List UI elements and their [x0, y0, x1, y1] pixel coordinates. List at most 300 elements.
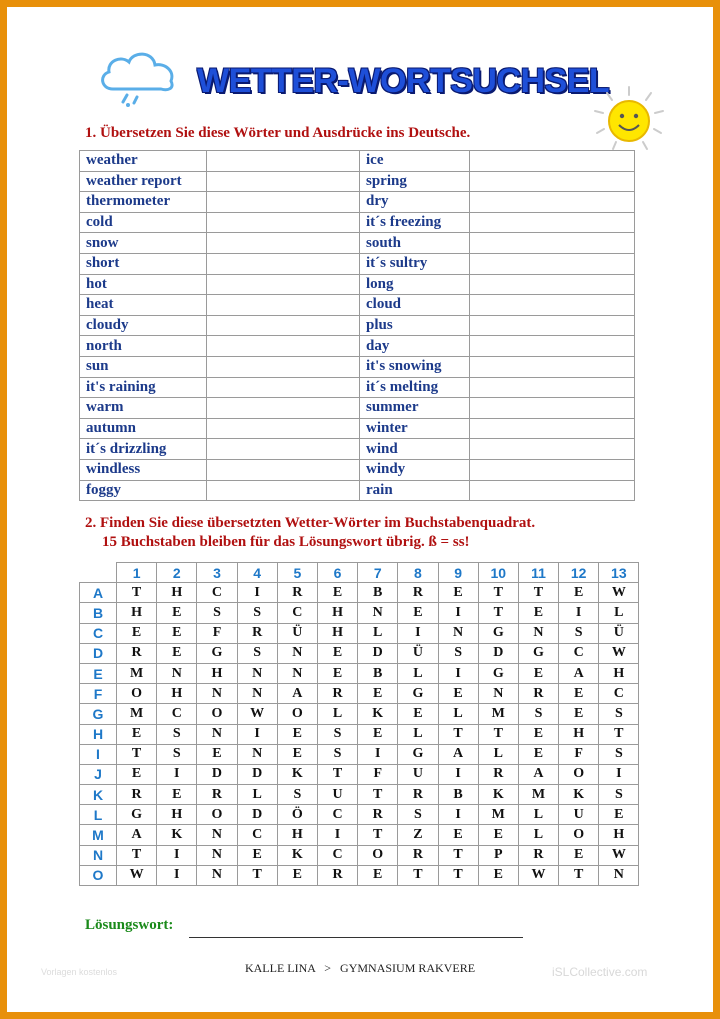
grid-letter[interactable]: S [157, 724, 197, 744]
grid-letter[interactable]: S [317, 724, 357, 744]
grid-letter[interactable]: F [559, 744, 599, 764]
grid-letter[interactable]: E [358, 684, 398, 704]
grid-letter[interactable]: T [478, 603, 518, 623]
grid-letter[interactable]: E [157, 603, 197, 623]
grid-letter[interactable]: E [398, 704, 438, 724]
grid-letter[interactable]: U [398, 764, 438, 784]
grid-letter[interactable]: G [398, 684, 438, 704]
grid-letter[interactable]: H [157, 805, 197, 825]
grid-letter[interactable]: L [398, 663, 438, 683]
grid-letter[interactable]: K [559, 785, 599, 805]
english-word: cloudy [80, 315, 207, 336]
grid-letter[interactable]: L [478, 744, 518, 764]
column-number: 5 [277, 563, 317, 583]
grid-letter[interactable]: R [518, 684, 558, 704]
grid-letter[interactable]: N [197, 845, 237, 865]
grid-letter[interactable]: T [237, 865, 277, 885]
english-word: north [80, 336, 207, 357]
grid-letter[interactable]: I [438, 764, 478, 784]
row-letter: M [80, 825, 117, 845]
grid-corner [80, 563, 117, 583]
vocab-row [80, 315, 635, 336]
grid-letter[interactable]: E [559, 845, 599, 865]
column-number: 4 [237, 563, 277, 583]
english-word: dry [360, 192, 470, 213]
grid-letter[interactable]: U [317, 785, 357, 805]
grid-letter[interactable]: H [599, 825, 639, 845]
translation-blank[interactable] [207, 151, 360, 172]
english-word: it´s sultry [360, 253, 470, 274]
grid-letter[interactable]: N [157, 663, 197, 683]
solution-word-label: Lösungswort: [85, 917, 174, 933]
grid-letter[interactable]: L [518, 825, 558, 845]
grid-letter[interactable]: S [237, 643, 277, 663]
grid-letter[interactable]: B [438, 785, 478, 805]
column-number: 7 [358, 563, 398, 583]
grid-letter[interactable]: N [197, 684, 237, 704]
grid-row [80, 603, 639, 623]
translation-blank[interactable] [470, 212, 635, 233]
grid-letter[interactable]: N [197, 825, 237, 845]
grid-letter[interactable]: S [237, 603, 277, 623]
grid-letter[interactable]: E [157, 623, 197, 643]
grid-letter[interactable]: O [559, 764, 599, 784]
grid-letter[interactable]: S [599, 704, 639, 724]
grid-letter[interactable]: T [438, 724, 478, 744]
english-word: plus [360, 315, 470, 336]
grid-letter[interactable]: S [438, 643, 478, 663]
translation-blank[interactable] [207, 274, 360, 295]
grid-letter[interactable]: T [117, 583, 157, 603]
translation-blank[interactable] [470, 315, 635, 336]
grid-letter[interactable]: K [277, 764, 317, 784]
grid-letter[interactable]: R [317, 865, 357, 885]
grid-letter[interactable]: G [478, 623, 518, 643]
grid-letter[interactable]: E [358, 724, 398, 744]
grid-letter[interactable]: I [157, 764, 197, 784]
english-word: winter [360, 418, 470, 439]
task-1-instruction: 1. Übersetzen Sie diese Wörter und Ausdrücke ins Deutsche. [85, 125, 471, 141]
grid-letter[interactable]: I [358, 744, 398, 764]
translation-blank[interactable] [470, 418, 635, 439]
grid-letter[interactable]: N [237, 744, 277, 764]
translation-blank[interactable] [470, 274, 635, 295]
grid-letter[interactable]: Ü [277, 623, 317, 643]
english-word: it´s freezing [360, 212, 470, 233]
grid-letter[interactable]: T [438, 845, 478, 865]
grid-letter[interactable]: E [358, 865, 398, 885]
vocab-row [80, 356, 635, 377]
translation-blank[interactable] [207, 356, 360, 377]
english-word: thermometer [80, 192, 207, 213]
grid-letter[interactable]: E [398, 603, 438, 623]
row-letter: D [80, 643, 117, 663]
grid-letter[interactable]: R [117, 643, 157, 663]
english-word: weather report [80, 171, 207, 192]
translation-blank[interactable] [470, 336, 635, 357]
grid-letter[interactable]: N [237, 684, 277, 704]
grid-letter[interactable]: S [317, 744, 357, 764]
grid-letter[interactable]: L [358, 623, 398, 643]
grid-letter[interactable]: F [358, 764, 398, 784]
grid-letter[interactable]: S [559, 623, 599, 643]
grid-letter[interactable]: E [317, 583, 357, 603]
grid-letter[interactable]: G [478, 663, 518, 683]
grid-letter[interactable]: B [358, 583, 398, 603]
grid-letter[interactable]: H [117, 603, 157, 623]
grid-letter[interactable]: D [197, 764, 237, 784]
grid-letter[interactable]: H [277, 825, 317, 845]
grid-letter[interactable]: T [599, 724, 639, 744]
vocab-row [80, 439, 635, 460]
grid-letter[interactable]: E [438, 825, 478, 845]
grid-letter[interactable]: R [398, 845, 438, 865]
english-word: hot [80, 274, 207, 295]
translation-blank[interactable] [207, 377, 360, 398]
grid-letter[interactable]: E [559, 684, 599, 704]
grid-letter[interactable]: I [438, 603, 478, 623]
translation-blank[interactable] [470, 439, 635, 460]
grid-letter[interactable]: R [398, 785, 438, 805]
column-number: 8 [398, 563, 438, 583]
translation-blank[interactable] [470, 459, 635, 480]
grid-letter[interactable]: N [518, 623, 558, 643]
english-word: short [80, 253, 207, 274]
grid-letter[interactable]: Ü [599, 623, 639, 643]
task-2-line-2: 15 Buchstaben bleiben für das Lösungswort übrig. ß = ss! [102, 534, 470, 550]
grid-letter[interactable]: E [518, 663, 558, 683]
english-word: warm [80, 398, 207, 419]
grid-letter[interactable]: L [398, 724, 438, 744]
task-2-line-1: 2. Finden Sie diese übersetzten Wetter-Wörter im Buchstabenquadrat. [85, 515, 536, 531]
grid-letter[interactable]: I [438, 805, 478, 825]
translation-blank[interactable] [207, 295, 360, 316]
grid-letter[interactable]: M [518, 785, 558, 805]
grid-letter[interactable]: L [438, 704, 478, 724]
grid-letter[interactable]: A [518, 764, 558, 784]
grid-letter[interactable]: R [358, 805, 398, 825]
grid-letter[interactable]: T [358, 785, 398, 805]
grid-letter[interactable]: K [157, 825, 197, 845]
grid-letter[interactable]: U [559, 805, 599, 825]
grid-letter[interactable]: R [518, 845, 558, 865]
grid-letter[interactable]: R [398, 583, 438, 603]
column-number: 13 [599, 563, 639, 583]
grid-letter[interactable]: E [277, 865, 317, 885]
english-word: wind [360, 439, 470, 460]
grid-letter[interactable]: Ü [398, 643, 438, 663]
grid-letter[interactable]: C [237, 825, 277, 845]
translation-blank[interactable] [470, 233, 635, 254]
grid-row [80, 643, 639, 663]
grid-letter[interactable]: E [117, 724, 157, 744]
grid-letter[interactable]: N [277, 663, 317, 683]
grid-letter[interactable]: G [197, 643, 237, 663]
grid-row [80, 865, 639, 885]
grid-letter[interactable]: I [398, 623, 438, 643]
translation-blank[interactable] [470, 377, 635, 398]
grid-letter[interactable]: I [317, 825, 357, 845]
grid-letter[interactable]: E [438, 684, 478, 704]
grid-letter[interactable]: E [559, 704, 599, 724]
grid-letter[interactable]: E [117, 764, 157, 784]
translation-blank[interactable] [207, 192, 360, 213]
grid-letter[interactable]: W [117, 865, 157, 885]
grid-row [80, 724, 639, 744]
grid-letter[interactable]: I [559, 603, 599, 623]
grid-letter[interactable]: R [197, 785, 237, 805]
grid-letter[interactable]: O [197, 704, 237, 724]
grid-letter[interactable]: H [559, 724, 599, 744]
grid-letter[interactable]: T [117, 744, 157, 764]
english-word: cloud [360, 295, 470, 316]
grid-letter[interactable]: N [237, 663, 277, 683]
grid-letter[interactable]: R [277, 583, 317, 603]
grid-letter[interactable]: W [599, 643, 639, 663]
grid-letter[interactable]: S [599, 744, 639, 764]
grid-letter[interactable]: I [157, 845, 197, 865]
translation-blank[interactable] [207, 336, 360, 357]
solution-word-line[interactable] [189, 937, 523, 938]
grid-letter[interactable]: G [117, 805, 157, 825]
grid-letter[interactable]: M [478, 805, 518, 825]
grid-letter[interactable]: E [478, 865, 518, 885]
grid-letter[interactable]: K [478, 785, 518, 805]
grid-letter[interactable]: E [157, 643, 197, 663]
grid-letter[interactable]: Z [398, 825, 438, 845]
grid-row [80, 785, 639, 805]
grid-letter[interactable]: R [478, 764, 518, 784]
translation-blank[interactable] [207, 418, 360, 439]
grid-letter[interactable]: F [197, 623, 237, 643]
footer-author: KALLE LINA > GYMNASIUM RAKVERE [244, 961, 476, 975]
grid-letter[interactable]: L [317, 704, 357, 724]
grid-letter[interactable]: W [518, 865, 558, 885]
row-letter: F [80, 684, 117, 704]
grid-row [80, 825, 639, 845]
grid-letter[interactable]: M [478, 704, 518, 724]
grid-letter[interactable]: M [117, 663, 157, 683]
grid-letter[interactable]: E [518, 724, 558, 744]
grid-letter[interactable]: A [277, 684, 317, 704]
grid-letter[interactable]: N [197, 865, 237, 885]
row-letter: E [80, 663, 117, 683]
grid-letter[interactable]: G [518, 643, 558, 663]
grid-letter[interactable]: O [559, 825, 599, 845]
english-word: windy [360, 459, 470, 480]
grid-letter[interactable]: O [117, 684, 157, 704]
row-letter: N [80, 845, 117, 865]
translation-blank[interactable] [470, 253, 635, 274]
grid-letter[interactable]: A [117, 825, 157, 845]
grid-letter[interactable]: N [478, 684, 518, 704]
translation-blank[interactable] [207, 315, 360, 336]
grid-letter[interactable]: E [317, 663, 357, 683]
grid-letter[interactable]: D [237, 764, 277, 784]
grid-letter[interactable]: H [157, 583, 197, 603]
grid-letter[interactable]: N [438, 623, 478, 643]
translation-blank[interactable] [207, 439, 360, 460]
grid-letter[interactable]: H [599, 663, 639, 683]
grid-row [80, 845, 639, 865]
english-word: long [360, 274, 470, 295]
english-word: snow [80, 233, 207, 254]
grid-letter[interactable]: I [237, 724, 277, 744]
translation-blank[interactable] [207, 253, 360, 274]
grid-letter[interactable]: T [317, 764, 357, 784]
task-2-instruction [85, 514, 535, 552]
worksheet-title: WETTER-WORTSUCHSEL [197, 62, 610, 100]
grid-letter[interactable]: T [438, 865, 478, 885]
grid-letter[interactable]: W [599, 845, 639, 865]
grid-letter[interactable]: L [599, 603, 639, 623]
grid-letter[interactable]: C [277, 603, 317, 623]
grid-row [80, 764, 639, 784]
grid-letter[interactable]: L [237, 785, 277, 805]
grid-letter[interactable]: O [358, 845, 398, 865]
grid-letter[interactable]: R [317, 684, 357, 704]
grid-letter[interactable]: I [157, 865, 197, 885]
grid-letter[interactable]: Ö [277, 805, 317, 825]
grid-letter[interactable]: E [518, 744, 558, 764]
grid-letter[interactable]: R [237, 623, 277, 643]
grid-header-row [80, 563, 639, 583]
column-number: 3 [197, 563, 237, 583]
grid-letter[interactable]: S [518, 704, 558, 724]
grid-letter[interactable]: E [277, 724, 317, 744]
grid-letter[interactable]: E [317, 643, 357, 663]
grid-letter[interactable]: R [117, 785, 157, 805]
worksheet-page [7, 7, 713, 1012]
grid-letter[interactable]: W [237, 704, 277, 724]
grid-letter[interactable]: E [478, 825, 518, 845]
grid-letter[interactable]: H [317, 603, 357, 623]
grid-letter[interactable]: C [157, 704, 197, 724]
grid-letter[interactable]: T [478, 583, 518, 603]
english-word: ice [360, 151, 470, 172]
grid-letter[interactable]: I [599, 764, 639, 784]
grid-letter[interactable]: H [197, 663, 237, 683]
translation-blank[interactable] [207, 212, 360, 233]
grid-letter[interactable]: O [197, 805, 237, 825]
grid-letter[interactable]: H [157, 684, 197, 704]
column-number: 12 [559, 563, 599, 583]
english-word: sun [80, 356, 207, 377]
english-word: it's snowing [360, 356, 470, 377]
translation-blank[interactable] [470, 171, 635, 192]
grid-letter[interactable]: C [317, 805, 357, 825]
english-word: day [360, 336, 470, 357]
grid-letter[interactable]: I [438, 663, 478, 683]
grid-letter[interactable]: T [117, 845, 157, 865]
grid-letter[interactable]: M [117, 704, 157, 724]
english-word: it's raining [80, 377, 207, 398]
grid-letter[interactable]: N [599, 865, 639, 885]
grid-letter[interactable]: D [237, 805, 277, 825]
translation-blank[interactable] [470, 356, 635, 377]
grid-letter[interactable]: E [237, 845, 277, 865]
grid-letter[interactable]: C [317, 845, 357, 865]
grid-letter[interactable]: T [358, 825, 398, 845]
grid-letter[interactable]: T [518, 583, 558, 603]
english-word: cold [80, 212, 207, 233]
row-letter: K [80, 785, 117, 805]
grid-letter[interactable]: C [197, 583, 237, 603]
grid-letter[interactable]: S [197, 603, 237, 623]
row-letter: A [80, 583, 117, 603]
grid-letter[interactable]: D [358, 643, 398, 663]
grid-letter[interactable]: C [559, 643, 599, 663]
column-number: 10 [478, 563, 518, 583]
translation-blank[interactable] [470, 480, 635, 501]
grid-letter[interactable]: E [157, 785, 197, 805]
grid-row [80, 805, 639, 825]
translation-blank[interactable] [470, 398, 635, 419]
vocab-row [80, 212, 635, 233]
grid-letter[interactable]: E [438, 583, 478, 603]
grid-letter[interactable]: T [398, 865, 438, 885]
grid-row [80, 704, 639, 724]
grid-letter[interactable]: S [157, 744, 197, 764]
grid-letter[interactable]: H [317, 623, 357, 643]
grid-letter[interactable]: E [277, 744, 317, 764]
grid-letter[interactable]: A [438, 744, 478, 764]
grid-letter[interactable]: I [237, 583, 277, 603]
grid-letter[interactable]: K [358, 704, 398, 724]
grid-letter[interactable]: E [559, 583, 599, 603]
grid-letter[interactable]: G [398, 744, 438, 764]
translation-blank[interactable] [207, 459, 360, 480]
translation-blank[interactable] [470, 192, 635, 213]
grid-letter[interactable]: T [559, 865, 599, 885]
english-word: it´s melting [360, 377, 470, 398]
english-word: south [360, 233, 470, 254]
translation-blank[interactable] [207, 398, 360, 419]
english-word: summer [360, 398, 470, 419]
translation-blank[interactable] [207, 171, 360, 192]
grid-letter[interactable]: E [197, 744, 237, 764]
grid-letter[interactable]: K [277, 845, 317, 865]
grid-letter[interactable]: B [358, 663, 398, 683]
translation-blank[interactable] [470, 151, 635, 172]
grid-letter[interactable]: P [478, 845, 518, 865]
grid-letter[interactable]: T [478, 724, 518, 744]
grid-letter[interactable]: N [277, 643, 317, 663]
grid-letter[interactable]: N [358, 603, 398, 623]
grid-letter[interactable]: D [478, 643, 518, 663]
row-letter: I [80, 744, 117, 764]
grid-letter[interactable]: S [398, 805, 438, 825]
grid-row [80, 663, 639, 683]
translation-blank[interactable] [207, 233, 360, 254]
english-word: windless [80, 459, 207, 480]
grid-letter[interactable]: C [599, 684, 639, 704]
grid-letter[interactable]: S [277, 785, 317, 805]
grid-letter[interactable]: O [277, 704, 317, 724]
grid-letter[interactable]: N [197, 724, 237, 744]
grid-letter[interactable]: E [518, 603, 558, 623]
row-letter: B [80, 603, 117, 623]
grid-letter[interactable]: E [117, 623, 157, 643]
cloud-rain-icon [95, 45, 181, 111]
grid-letter[interactable]: L [518, 805, 558, 825]
translation-blank[interactable] [207, 480, 360, 501]
grid-letter[interactable]: E [599, 805, 639, 825]
grid-letter[interactable]: A [559, 663, 599, 683]
grid-letter[interactable]: S [599, 785, 639, 805]
grid-letter[interactable]: W [599, 583, 639, 603]
translation-blank[interactable] [470, 295, 635, 316]
